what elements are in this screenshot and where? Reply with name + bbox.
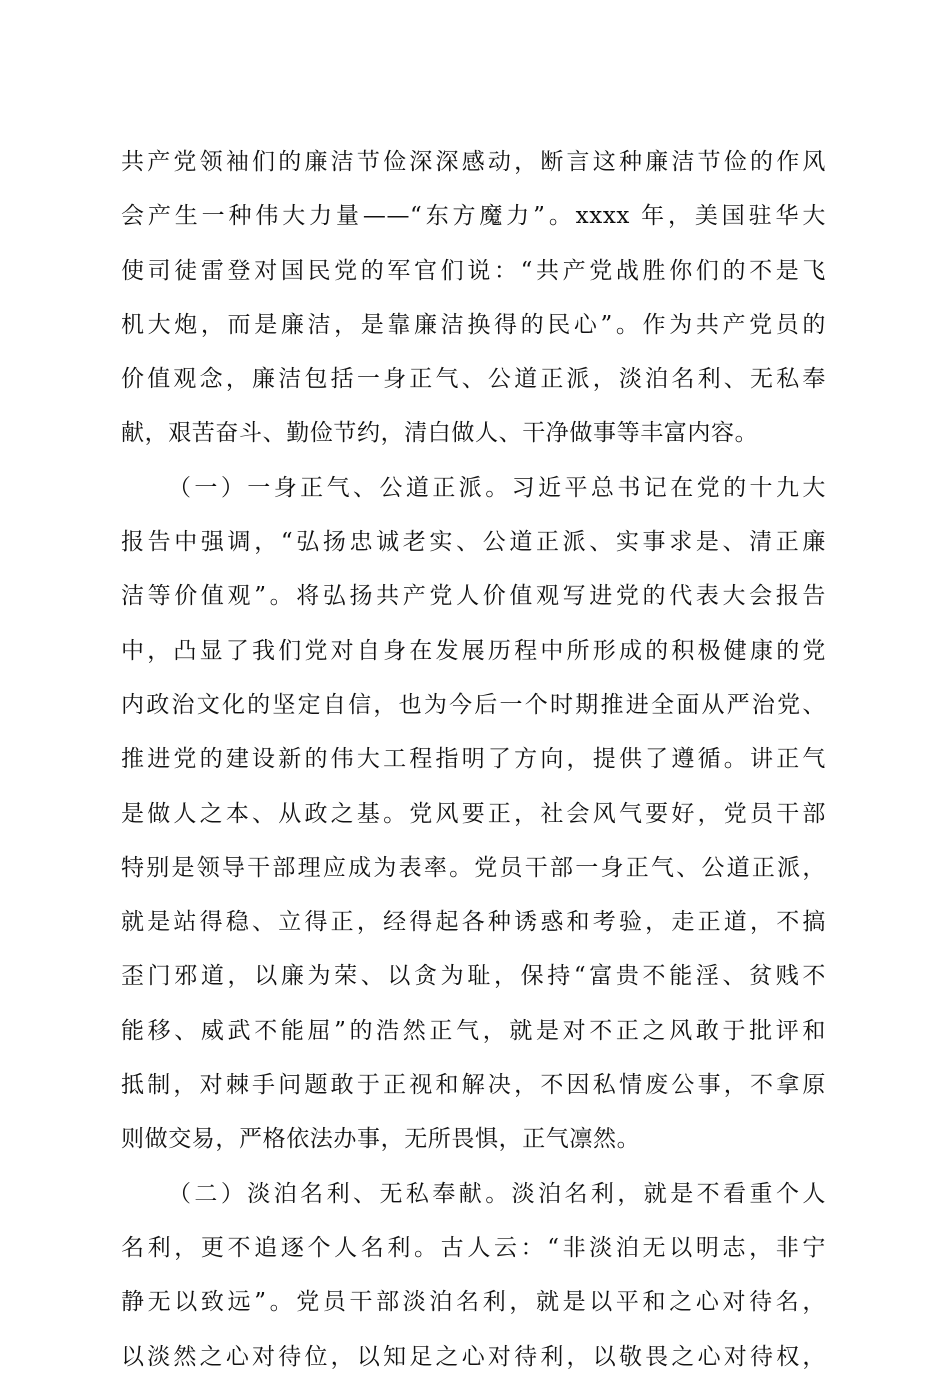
text-line: 名利，更不追逐个人名利。古人云：“非淡泊无以明志，非宁 (121, 1234, 826, 1261)
text-line: 静无以致远”。党员干部淡泊名利，就是以平和之心对待名， (121, 1289, 826, 1316)
text-line: 则做交易，严格依法办事，无所畏惧，正气凛然。 (121, 1126, 641, 1153)
text-line: 内政治文化的坚定自信，也为今后一个时期推进全面从严治党、 (121, 691, 826, 718)
text-line: 以淡然之心对待位，以知足之心对待利，以敬畏之心对待权， (121, 1343, 826, 1370)
text-line: 就是站得稳、立得正，经得起各种诱惑和考验，走正道，不搞 (121, 909, 826, 936)
text-line: （一）一身正气、公道正派。习近平总书记在党的十九大 (168, 474, 826, 501)
text-line: 歪门邪道，以廉为荣、以贪为耻，保持“富贵不能淫、贫贱不 (121, 963, 826, 990)
text-line: 使司徒雷登对国民党的军官们说：“共产党战胜你们的不是飞 (121, 257, 826, 284)
text-line: 共产党领袖们的廉洁节俭深深感动，断言这种廉洁节俭的作风 (121, 149, 826, 175)
text-line: 中，凸显了我们党对自身在发展历程中所形成的积极健康的党 (121, 637, 826, 664)
text-line: 特别是领导干部理应成为表率。党员干部一身正气、公道正派， (121, 854, 826, 881)
text-line: 洁等价值观”。将弘扬共产党人价值观写进党的代表大会报告 (121, 583, 826, 610)
text-line: 献，艰苦奋斗、勤俭节约，清白做人、干净做事等丰富内容。 (121, 420, 759, 447)
body-text (121, 135, 826, 1384)
text-line: 是做人之本、从政之基。党风要正，社会风气要好，党员干部 (121, 800, 826, 827)
text-line: 价值观念，廉洁包括一身正气、公道正派，淡泊名利、无私奉 (121, 366, 826, 393)
text-line: 推进党的建设新的伟大工程指明了方向，提供了遵循。讲正气 (121, 746, 826, 773)
text-line: （二）淡泊名利、无私奉献。淡泊名利，就是不看重个人 (168, 1180, 826, 1207)
text-line: 能移、威武不能屈”的浩然正气，就是对不正之风敢于批评和 (121, 1017, 826, 1044)
text-line: 报告中强调，“弘扬忠诚老实、公道正派、实事求是、清正廉 (121, 529, 826, 556)
text-line: 会产生一种伟大力量——“东方魔力”。xxxx 年，美国驻华大 (121, 203, 826, 230)
text-line: 抵制，对棘手问题敢于正视和解决，不因私情废公事，不拿原 (121, 1072, 826, 1099)
text-line: 机大炮，而是廉洁，是靠廉洁换得的民心”。作为共产党员的 (121, 311, 826, 338)
